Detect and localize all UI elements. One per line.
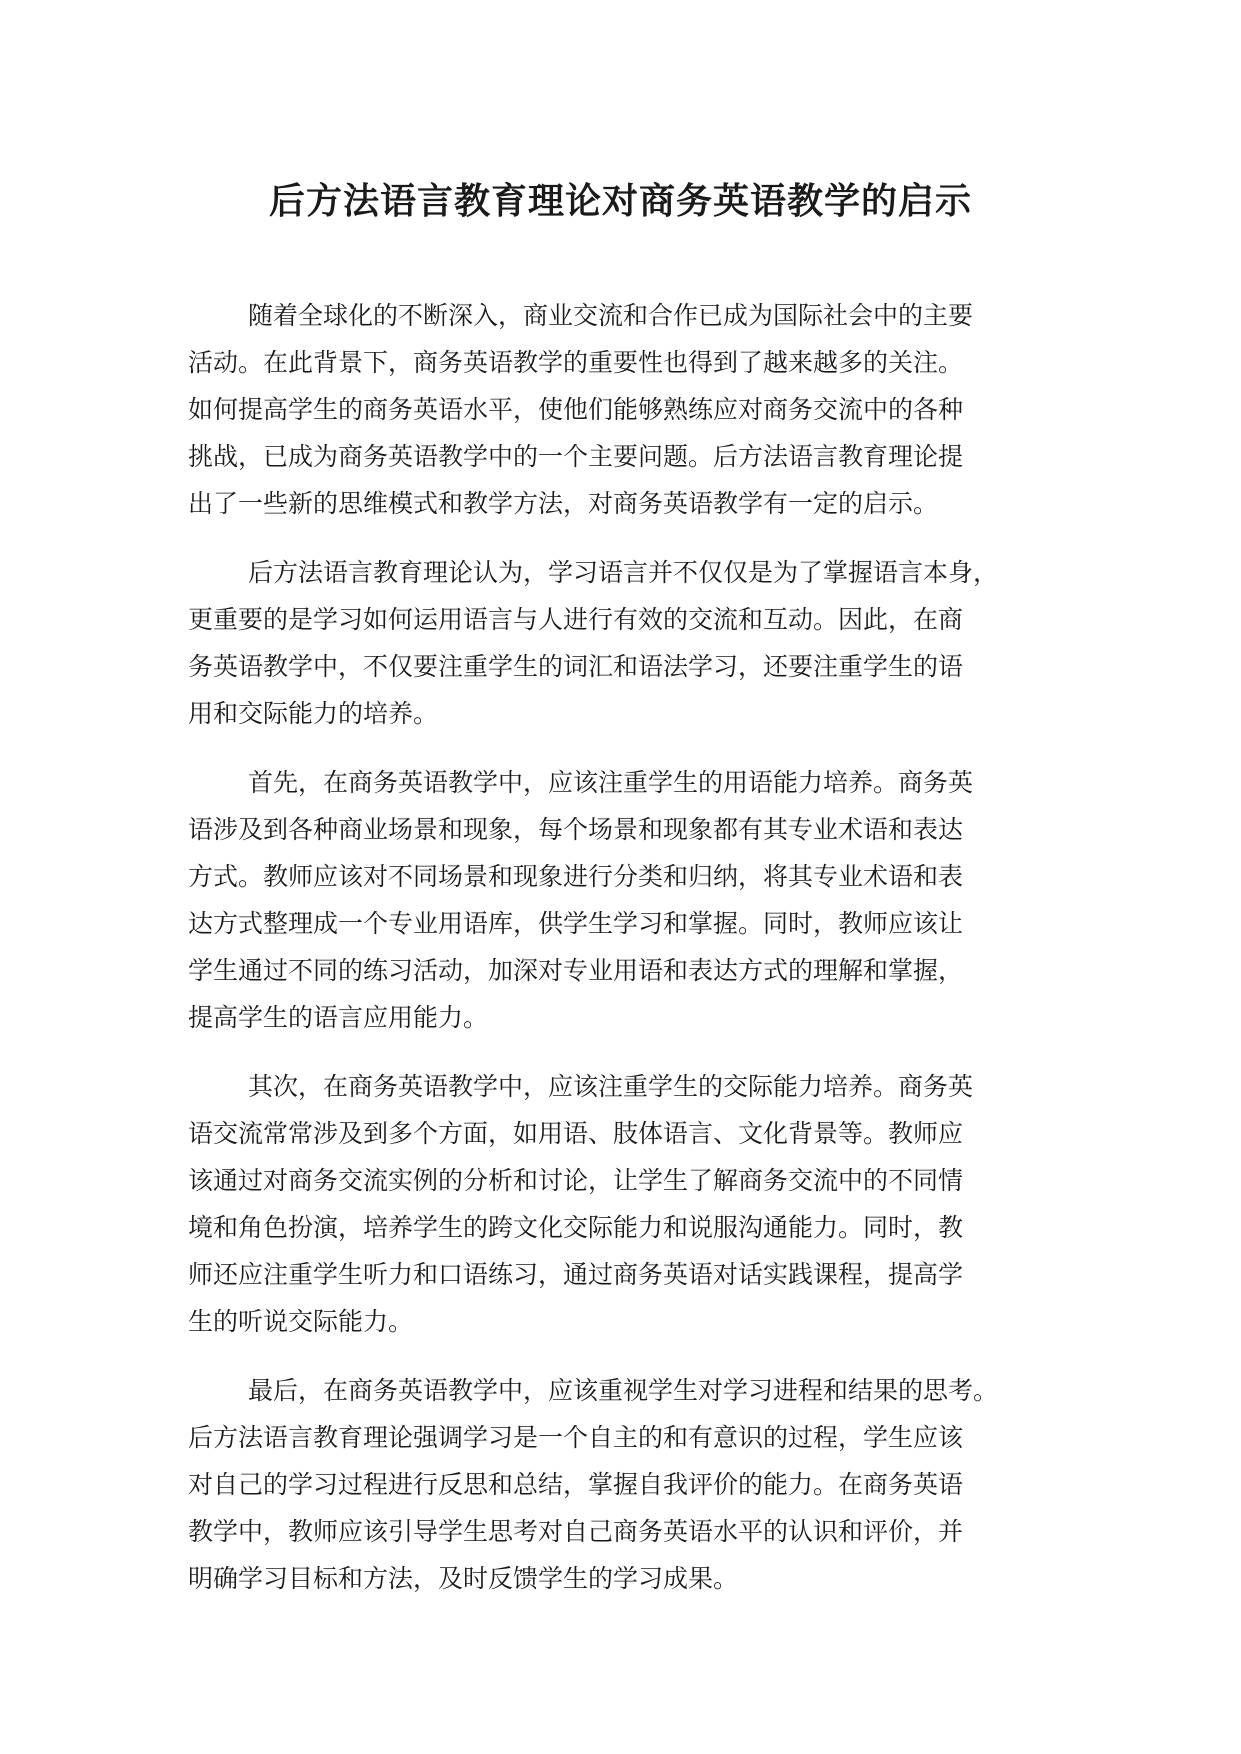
paragraph-line: 提高学生的语言应用能力。 [188, 1003, 489, 1032]
paragraph-1 [188, 292, 1068, 527]
paragraph-4 [188, 1063, 1068, 1345]
paragraph-line: 出了一些新的思维模式和教学方法，对商务英语教学有一定的启示。 [188, 489, 939, 518]
paragraph-line: 教学中，教师应该引导学生思考对自己商务英语水平的认识和评价，并 [188, 1517, 964, 1546]
paragraph-line: 师还应注重学生听力和口语练习，通过商务英语对话实践课程，提高学 [188, 1260, 964, 1289]
paragraph-line: 其次，在商务英语教学中，应该注重学生的交际能力培养。商务英 [248, 1072, 974, 1101]
paragraph-line: 后方法语言教育理论强调学习是一个自主的和有意识的过程，学生应该 [188, 1423, 964, 1452]
paragraph-line: 达方式整理成一个专业用语库，供学生学习和掌握。同时，教师应该让 [188, 909, 964, 938]
paragraph-line: 随着全球化的不断深入，商业交流和合作已成为国际社会中的主要 [248, 301, 974, 330]
paragraph-line: 如何提高学生的商务英语水平，使他们能够熟练应对商务交流中的各种 [188, 395, 964, 424]
paragraph-line: 后方法语言教育理论认为，学习语言并不仅仅是为了掌握语言本身， [248, 558, 999, 587]
paragraph-line: 生的听说交际能力。 [188, 1307, 414, 1336]
paragraph-2 [188, 549, 1068, 737]
paragraph-line: 用和交际能力的培养。 [188, 699, 439, 728]
paragraph-3 [188, 759, 1068, 1041]
paragraph-line: 该通过对商务交流实例的分析和讨论，让学生了解商务交流中的不同情 [188, 1166, 964, 1195]
paragraph-line: 更重要的是学习如何运用语言与人进行有效的交流和互动。因此，在商 [188, 605, 964, 634]
paragraph-line: 境和角色扮演，培养学生的跨文化交际能力和说服沟通能力。同时，教 [188, 1213, 964, 1242]
paragraph-line: 挑战，已成为商务英语教学中的一个主要问题。后方法语言教育理论提 [188, 442, 964, 471]
paragraph-line: 方式。教师应该对不同场景和现象进行分类和归纳，将其专业术语和表 [188, 862, 964, 891]
document-title: 后方法语言教育理论对商务英语教学的启示 [268, 181, 972, 222]
paragraph-line: 语涉及到各种商业场景和现象，每个场景和现象都有其专业术语和表达 [188, 815, 964, 844]
paragraph-line: 语交流常常涉及到多个方面，如用语、肢体语言、文化背景等。教师应 [188, 1119, 964, 1148]
paragraph-line: 学生通过不同的练习活动，加深对专业用语和表达方式的理解和掌握， [188, 956, 964, 985]
paragraph-5 [188, 1367, 1068, 1602]
paragraph-line: 务英语教学中，不仅要注重学生的词汇和语法学习，还要注重学生的语 [188, 652, 964, 681]
document-body [188, 292, 1068, 1624]
paragraph-line: 活动。在此背景下，商务英语教学的重要性也得到了越来越多的关注。 [188, 348, 964, 377]
paragraph-line: 最后，在商务英语教学中，应该重视学生对学习进程和结果的思考。 [248, 1376, 999, 1405]
paragraph-line: 明确学习目标和方法，及时反馈学生的学习成果。 [188, 1564, 739, 1593]
paragraph-line: 首先，在商务英语教学中，应该注重学生的用语能力培养。商务英 [248, 768, 974, 797]
paragraph-line: 对自己的学习过程进行反思和总结，掌握自我评价的能力。在商务英语 [188, 1470, 964, 1499]
